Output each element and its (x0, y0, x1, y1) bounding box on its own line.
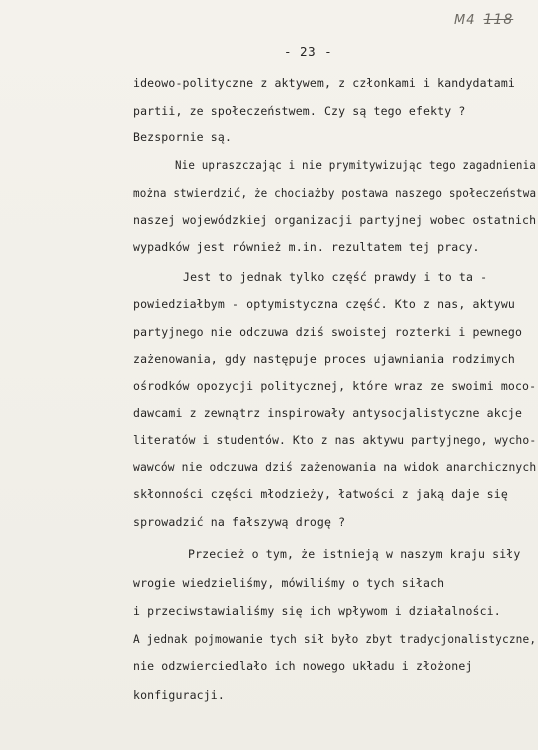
handwritten-note: M4 (454, 13, 476, 28)
text-line: partyjnego nie odczuwa dziś swoistej rozterki i pewnego (133, 325, 523, 339)
text-line: zażenowania, gdy następuje proces ujawniania rodzimych (133, 352, 515, 366)
text-line: literatów i studentów. Kto z nas aktywu partyjnego, wycho- (133, 433, 537, 447)
text-line: naszej wojewódzkiej organizacji partyjnej wobec ostatnich (133, 213, 537, 227)
handwritten-annotation (454, 12, 513, 28)
text-line: Jest to jednak tylko część prawdy i to ta - (183, 270, 488, 284)
text-line: Przecież o tym, że istnieją w naszym kraju siły (188, 547, 521, 561)
text-line: wrogie wiedzieliśmy, mówiliśmy o tych siłach (133, 576, 445, 590)
text-line: nie odzwierciedlało ich nowego układu i złożonej (133, 659, 473, 673)
folio-number: 118 (483, 12, 514, 28)
text-line: można stwierdzić, że chociażby postawa naszego społeczeństwa (133, 186, 537, 200)
text-line: powiedziałbym - optymistyczna część. Kto z nas, aktywu (133, 297, 515, 311)
text-line: Bezspornie są. (133, 130, 233, 144)
text-line: ideowo-polityczne z aktywem, z członkami i kandydatami (133, 76, 515, 90)
text-line: i przeciwstawialiśmy się ich wpływom i działalności. (133, 604, 501, 618)
text-line: wawców nie odczuwa dziś zażenowania na widok anarchicznych (133, 460, 537, 474)
text-line: wypadków jest również m.in. rezultatem tej pracy. (133, 240, 480, 254)
text-line: Nie upraszczając i nie prymitywizując tego zagadnienia (175, 158, 536, 172)
page-number: - 23 - (284, 44, 333, 59)
text-line: konfiguracji. (133, 688, 225, 702)
text-line: A jednak pojmowanie tych sił było zbyt tradycjonalistyczne, (133, 632, 537, 646)
text-line: skłonności części młodzieży, łatwości z jaką daje się (133, 487, 508, 501)
text-line: partii, ze społeczeństwem. Czy są tego efekty ? (133, 104, 466, 118)
text-line: sprowadzić na fałszywą drogę ? (133, 515, 346, 529)
text-line: ośrodków opozycji politycznej, które wraz ze swoimi moco- (133, 379, 537, 393)
text-line: dawcami z zewnątrz inspirowały antysocjalistyczne akcje (133, 406, 523, 420)
